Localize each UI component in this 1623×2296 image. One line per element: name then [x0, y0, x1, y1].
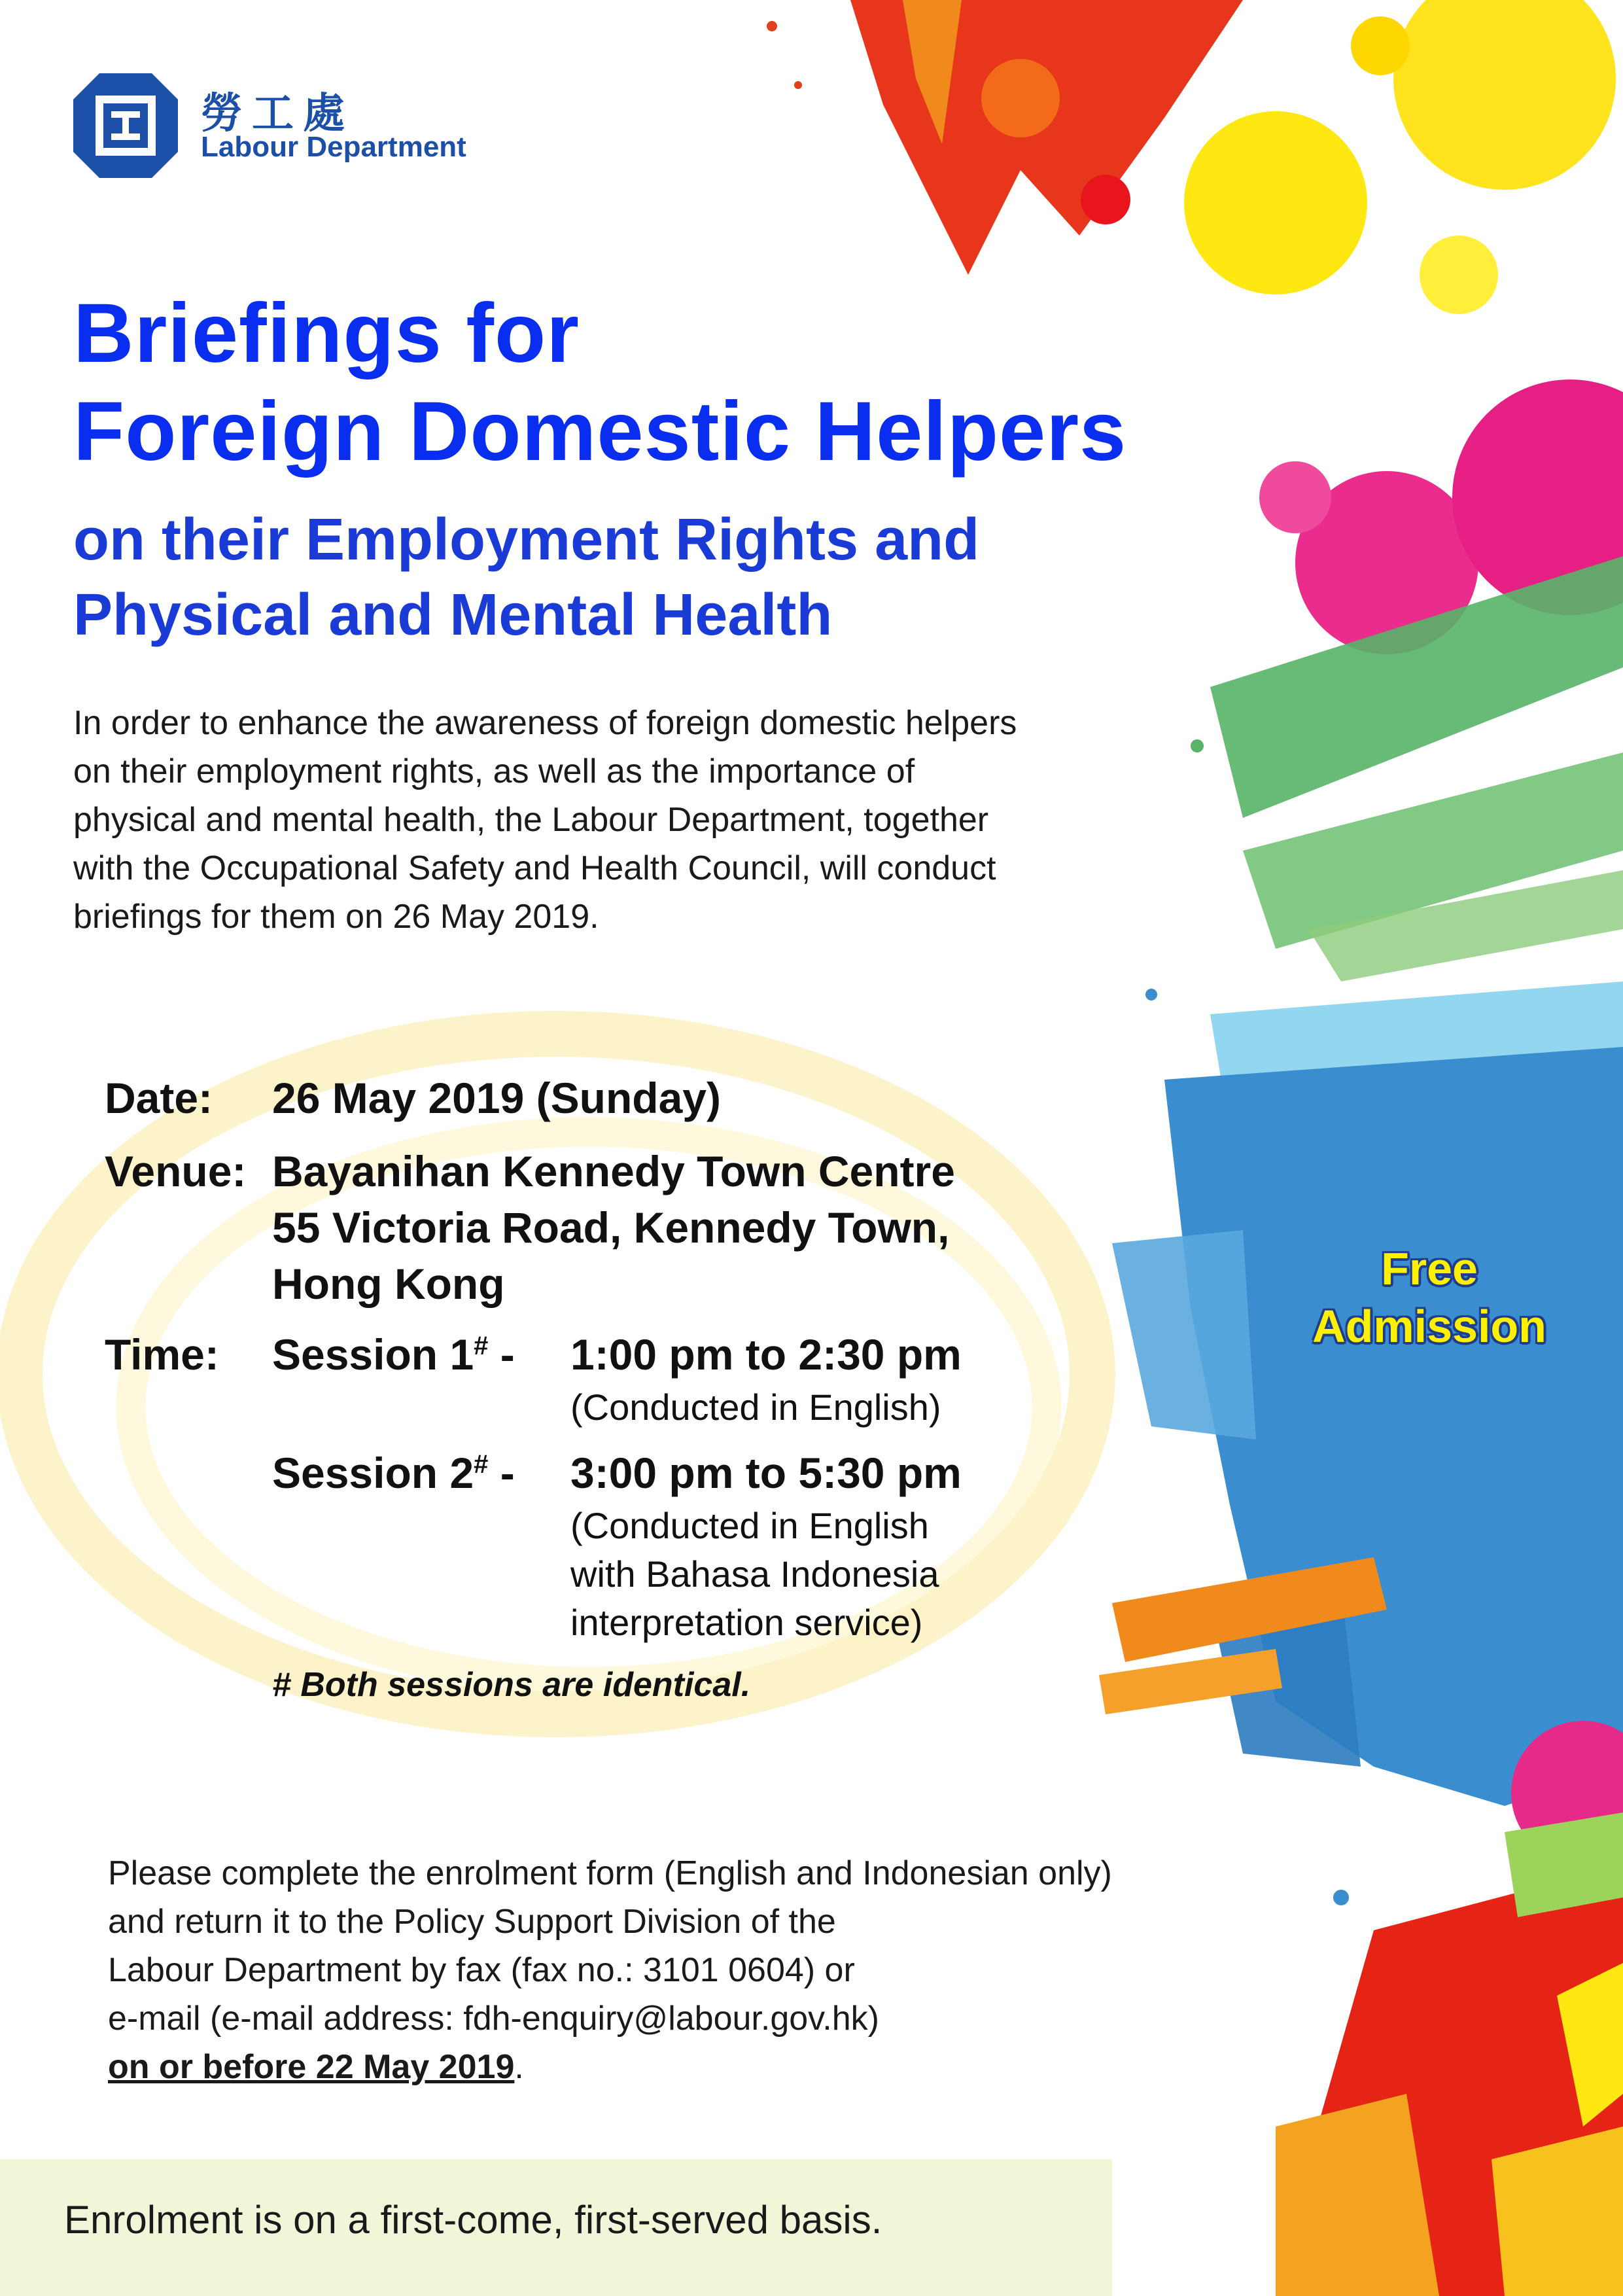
logo-english-name: Labour Department	[201, 131, 466, 163]
session-1-note: (Conducted in English)	[570, 1386, 941, 1428]
enrolment-line: and return it to the Policy Support Division of the	[108, 1903, 836, 1941]
footer-note: Enrolment is on a first-come, first-served basis.	[64, 2198, 882, 2242]
free-admission-badge	[1299, 1240, 1560, 1355]
date-label: Date:	[105, 1074, 213, 1122]
enrolment-line: Please complete the enrolment form (English and Indonesian only)	[108, 1854, 1112, 1892]
enrolment-deadline: on or before 22 May 2019	[108, 2048, 515, 2086]
date-value: 26 May 2019 (Sunday)	[272, 1074, 721, 1122]
subtitle-line-2: Physical and Mental Health	[73, 582, 833, 648]
session-2-time: 3:00 pm to 5:30 pm	[570, 1449, 962, 1497]
enrolment-deadline-line	[108, 2043, 1112, 2091]
logo-chinese-name: 勞工處	[201, 90, 354, 137]
session-1-mark: #	[474, 1332, 489, 1360]
session-2-dash: -	[500, 1449, 515, 1497]
labour-department-emblem-icon	[73, 73, 178, 178]
enrolment-deadline-period: .	[514, 2048, 524, 2086]
badge-line-2: Admission	[1312, 1301, 1546, 1352]
enrolment-line: e-mail (e-mail address: fdh-enquiry@labour.gov.hk)	[108, 2000, 879, 2038]
enrolment-instructions	[108, 1849, 1112, 2091]
intro-line: on their employment rights, as well as the importance of	[73, 752, 915, 790]
labour-department-logo	[73, 73, 466, 178]
enrolment-line: Labour Department by fax (fax no.: 3101 0604) or	[108, 1951, 855, 1989]
session-1-time: 1:00 pm to 2:30 pm	[570, 1330, 962, 1379]
session-1-dash: -	[500, 1330, 515, 1379]
title-line-2: Foreign Domestic Helpers	[73, 385, 1127, 478]
session-2-title: Session 2	[272, 1449, 474, 1497]
intro-line: In order to enhance the awareness of foreign domestic helpers	[73, 704, 1017, 742]
session-2-note-line-2: with Bahasa Indonesia	[570, 1553, 939, 1595]
title-line-1: Briefings for	[73, 287, 580, 380]
subtitle-line-1: on their Employment Rights and	[73, 507, 980, 573]
badge-line-1: Free	[1381, 1243, 1478, 1294]
session-1-title: Session 1	[272, 1330, 474, 1379]
time-label: Time:	[105, 1330, 219, 1379]
session-2-mark: #	[474, 1450, 489, 1479]
venue-label: Venue:	[105, 1147, 247, 1195]
intro-line: with the Occupational Safety and Health Council, will conduct	[73, 849, 996, 887]
venue-line-3: Hong Kong	[272, 1260, 505, 1308]
session-1-name	[272, 1330, 515, 1379]
intro-line: briefings for them on 26 May 2019.	[73, 898, 599, 936]
venue-line-1: Bayanihan Kennedy Town Centre	[272, 1147, 955, 1195]
identical-sessions-note: # Both sessions are identical.	[272, 1666, 751, 1704]
session-2-name	[272, 1448, 515, 1498]
venue-line-2: 55 Victoria Road, Kennedy Town,	[272, 1203, 950, 1252]
session-2-note-line-3: interpretation service)	[570, 1602, 923, 1643]
intro-line: physical and mental health, the Labour Department, together	[73, 801, 989, 839]
intro-paragraph	[73, 699, 1146, 941]
session-2-note-line-1: (Conducted in English	[570, 1505, 929, 1546]
